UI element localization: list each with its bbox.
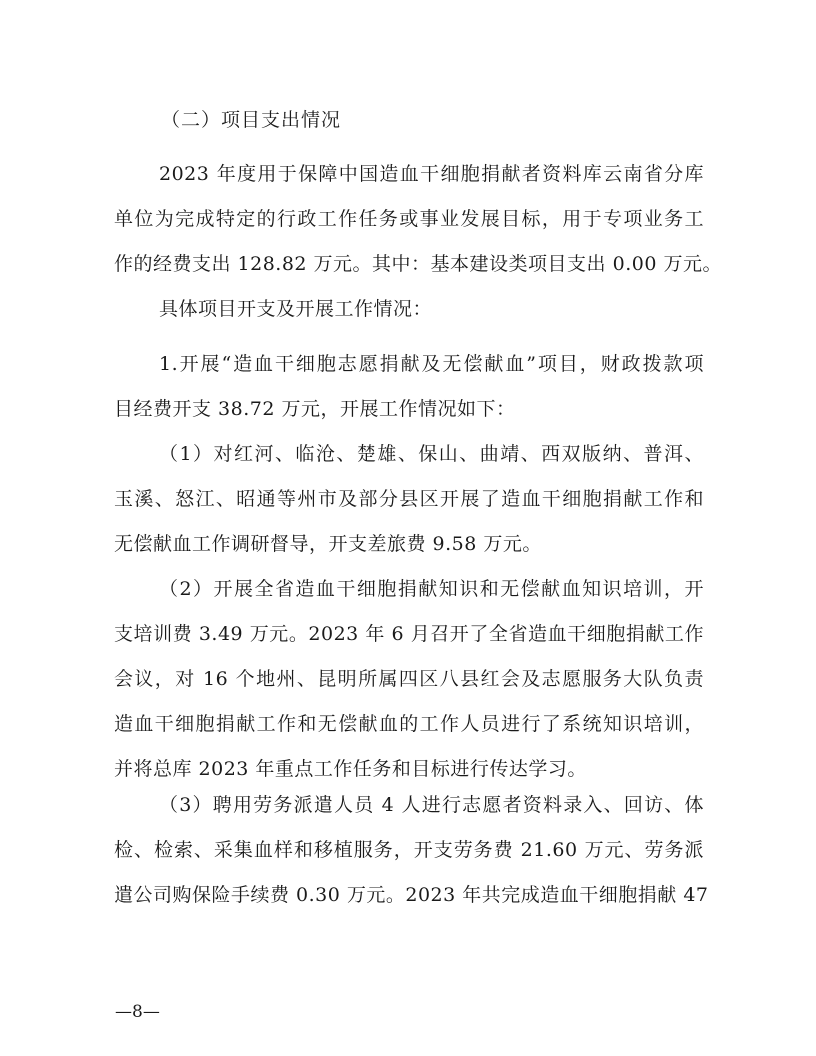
page-number: —8— (115, 1002, 160, 1022)
paragraph-line: 作的经费支出 128.82 万元。其中：基本建设类项目支出 0.00 万元。 (114, 253, 722, 275)
paragraph-project-intro (114, 287, 704, 332)
paragraph-line: 检、检索、采集血样和移植服务，开支劳务费 21.60 万元、劳务派 (114, 839, 704, 861)
paragraph-line: 具体项目开支及开展工作情况： (159, 298, 433, 320)
paragraph-line: 2023 年度用于保障中国造血干细胞捐献者资料库云南省分库 (159, 163, 704, 185)
paragraph-item-3 (114, 783, 709, 918)
paragraph-line: 玉溪、怒江、昭通等州市及部分县区开展了造血干细胞捐献工作和 (114, 488, 704, 510)
paragraph-line: 遣公司购保险手续费 0.30 万元。2023 年共完成造血干细胞捐献 47 (114, 884, 709, 906)
section-heading: （二）项目支出情况 (161, 109, 342, 131)
paragraph-expenditure-summary (114, 152, 722, 287)
paragraph-line: 目经费开支 38.72 万元，开展工作情况如下： (114, 398, 516, 420)
paragraph-line: 1.开展“造血干细胞志愿捐献及无偿献血”项目，财政拨款项 (159, 353, 704, 375)
paragraph-line: （2）开展全省造血干细胞捐献知识和无偿献血知识培训，开 (159, 578, 704, 600)
paragraph-line: （1）对红河、临沧、楚雄、保山、曲靖、西双版纳、普洱、 (159, 443, 704, 465)
paragraph-item-2 (114, 567, 704, 792)
paragraph-line: 造血干细胞捐献工作和无偿献血的工作人员进行了系统知识培训， (114, 713, 704, 735)
paragraph-line: （3）聘用劳务派遣人员 4 人进行志愿者资料录入、回访、体 (159, 794, 704, 816)
paragraph-item-1 (114, 432, 704, 567)
paragraph-line: 无偿献血工作调研督导，开支差旅费 9.58 万元。 (114, 533, 542, 555)
paragraph-line: 支培训费 3.49 万元。2023 年 6 月召开了全省造血干细胞捐献工作 (114, 623, 704, 645)
paragraph-line: 单位为完成特定的行政工作任务或事业发展目标，用于专项业务工 (114, 208, 704, 230)
paragraph-line: 会议，对 16 个地州、昆明所属四区八县红会及志愿服务大队负责 (114, 668, 704, 690)
paragraph-line: 并将总库 2023 年重点工作任务和目标进行传达学习。 (114, 758, 587, 780)
paragraph-project-1 (114, 342, 704, 432)
